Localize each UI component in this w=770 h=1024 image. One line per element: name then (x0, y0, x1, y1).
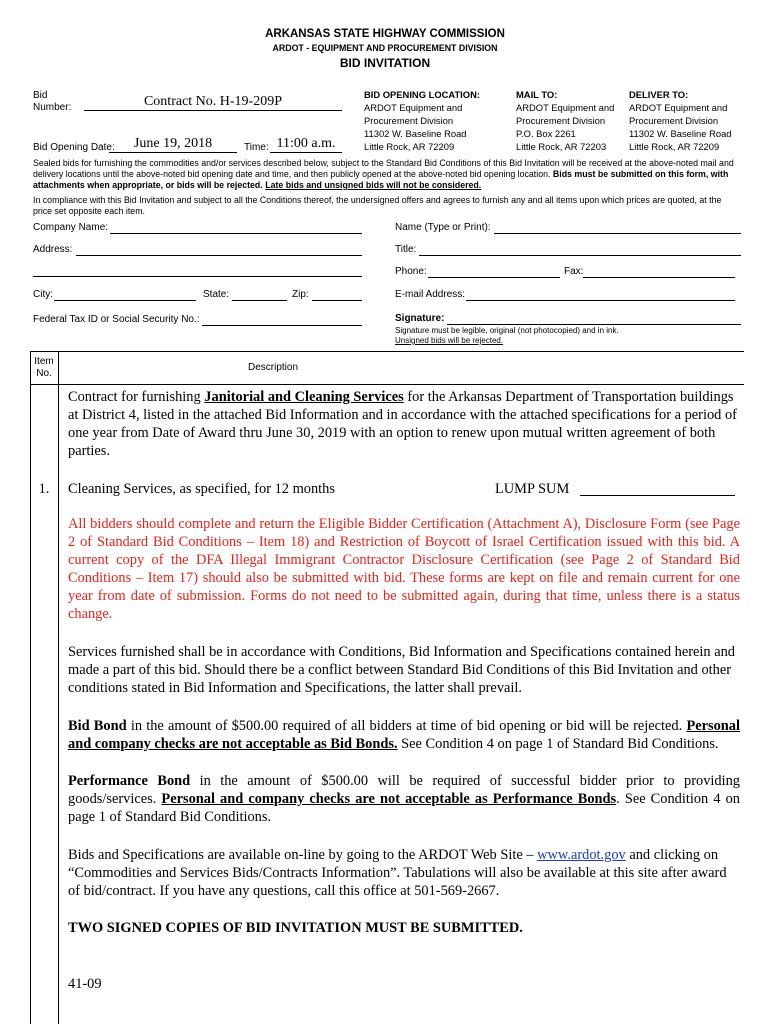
location-line: 11302 W. Baseline Road (364, 128, 467, 139)
time-label: Time: (244, 142, 269, 153)
deliver-line: ARDOT Equipment and (629, 102, 728, 113)
number-label: Number: (33, 102, 72, 113)
name-label: Name (Type or Print): (395, 222, 491, 233)
address-label: Address: (33, 244, 73, 255)
location-line: ARDOT Equipment and (364, 102, 463, 113)
zip-label: Zip: (292, 289, 309, 300)
table-top-border (30, 351, 744, 352)
deliver-to-label: DELIVER TO: (629, 89, 689, 100)
table-header-border (30, 384, 744, 385)
city-field[interactable] (54, 300, 196, 301)
table-left-border (30, 351, 31, 1024)
phone-field[interactable] (428, 277, 560, 278)
item-number: 1. (38, 481, 50, 497)
company-name-label: Company Name: (33, 222, 109, 233)
tax-id-label: Federal Tax ID or Social Security No.: (33, 314, 200, 325)
bid-label: Bid (33, 90, 48, 101)
time-value[interactable]: 11:00 a.m. (270, 136, 342, 153)
contract-intro: Contract for furnishing Janitorial and Cleaning Services for the Arkansas Department of Transportation buildings at District 4, listed in the attached Bid Information and in accordance with the attached specifications for a period of one year from Date of Award thru June 30, 2019 with an option to renew upon mutual written agreement of both parties. (68, 389, 737, 459)
fax-field[interactable] (583, 277, 735, 278)
unsigned-note: Unsigned bids will be rejected. (395, 336, 504, 345)
performance-bond-paragraph: Performance Bond in the amount of $500.00 will be required of successful bidder prior to providing goods/services. Personal and company checks are not acceptable as Performance Bonds. See Condition 4 on page 1 of Standard Bid Conditions. (68, 773, 740, 825)
ardot-website-link[interactable]: www.ardot.gov (537, 847, 626, 863)
bid-opening-location-label: BID OPENING LOCATION: (364, 89, 480, 100)
item-no-header: Item No. (34, 356, 54, 379)
company-name-field[interactable] (110, 233, 362, 234)
state-field[interactable] (232, 300, 287, 301)
address-field[interactable] (76, 255, 362, 256)
mail-to-label: MAIL TO: (516, 89, 558, 100)
deliver-line: Procurement Division (629, 115, 719, 126)
email-label: E-mail Address: (395, 289, 466, 300)
description-header: Description (248, 362, 299, 373)
name-field[interactable] (494, 233, 741, 234)
fax-label: Fax: (564, 266, 584, 277)
location-line: Procurement Division (364, 115, 454, 126)
deliver-line: 11302 W. Baseline Road (629, 128, 732, 139)
lump-sum-price-field[interactable] (580, 495, 735, 496)
tax-id-field[interactable] (202, 325, 362, 326)
form-number: 41-09 (68, 976, 102, 992)
bid-opening-date-value[interactable]: June 19, 2018 (109, 136, 237, 153)
doc-type-title: BID INVITATION (339, 56, 431, 70)
division-title: ARDOT - EQUIPMENT AND PROCUREMENT DIVISION (272, 43, 498, 53)
title-label: Title: (395, 244, 417, 255)
online-availability: Bids and Specifications are available on-line by going to the ARDOT Web Site – www.ardot.gov and clicking on “Commodities and Services Bids/Contracts Information”. Tabulations will also be available at this site after award of bid/contract. If you have any questions, call this office at 501-569-2667. (68, 847, 727, 899)
bid-opening-location (364, 88, 480, 153)
item-description: Cleaning Services, as specified, for 12 months (68, 481, 335, 497)
email-field[interactable] (466, 300, 735, 301)
address-line-2-field[interactable] (33, 276, 362, 277)
signature-label: Signature: (395, 313, 445, 324)
compliance-text: In compliance with this Bid Invitation and subject to all the Conditions thereof, the undersigned offers and agrees to furnish any and all items upon which prices are quoted, at the price set opposite each item. (33, 195, 722, 216)
commission-title: ARKANSAS STATE HIGHWAY COMMISSION (265, 28, 505, 40)
deliver-line: Little Rock, AR 72209 (629, 141, 720, 152)
zip-field[interactable] (312, 300, 362, 301)
location-line: Little Rock, AR 72209 (364, 141, 455, 152)
deliver-to (629, 88, 732, 153)
sealed-bids-notice: Sealed bids for furnishing the commodities and/or services described below, subject to the Standard Bid Conditions of this Bid Invitation will be received at the above-noted mail and delivery locations until the above-noted bid opening date and time, and then publicly opened at the above-noted bid opening location. Bids must be submitted on this form, with attachments when appropriate, or bids will be rejected. Late bids and unsigned bids will not be considered. (33, 158, 734, 190)
mail-line: P.O. Box 2261 (516, 128, 576, 139)
phone-label: Phone: (395, 266, 427, 277)
table-col-divider (58, 351, 59, 1024)
certification-notice: All bidders should complete and return the Eligible Bidder Certification (Attachment A), Disclosure Form (see Page 2 of Standard Bid Conditions – Item 18) and Restriction of Boycott of Israel Certification issued with this bid. A current copy of the DFA Illegal Immigrant Contractor Disclosure Certification (see Page 2 of Standard Bid Conditions – Item 17) should also be submitted with bid. These forms are kept on file and remain current for one year from date of submission. Forms do not need to be submitted again, during that time, unless there is a status change. (68, 516, 740, 622)
signature-note: Signature must be legible, original (not photocopied) and in ink. (395, 326, 619, 335)
mail-to (516, 88, 614, 153)
title-field[interactable] (419, 255, 741, 256)
city-label: City: (33, 289, 53, 300)
state-label: State: (203, 289, 230, 300)
signature-field[interactable] (447, 324, 741, 325)
mail-line: Little Rock, AR 72203 (516, 141, 607, 152)
bid-number-value[interactable]: Contract No. H-19-209P (84, 94, 342, 111)
services-paragraph: Services furnished shall be in accordance with Conditions, Bid Information and Specifications contained herein and made a part of this bid. Should there be a conflict between Standard Bid Conditions of this Bid Invitation and other conditions stated in Bid Information and Specifications, the latter shall prevail. (68, 644, 735, 696)
bid-opening-date-label: Bid Opening Date: (33, 142, 115, 153)
mail-line: ARDOT Equipment and (516, 102, 615, 113)
mail-line: Procurement Division (516, 115, 606, 126)
lump-sum-label: LUMP SUM (495, 481, 570, 497)
two-copies-notice: TWO SIGNED COPIES OF BID INVITATION MUST BE SUBMITTED. (68, 920, 523, 936)
bid-bond-paragraph: Bid Bond in the amount of $500.00 required of all bidders at time of bid opening or bid will be rejected. Personal and company checks are not acceptable as Bid Bonds. See Condition 4 on page 1 of Standard Bid Conditions. (68, 718, 740, 752)
